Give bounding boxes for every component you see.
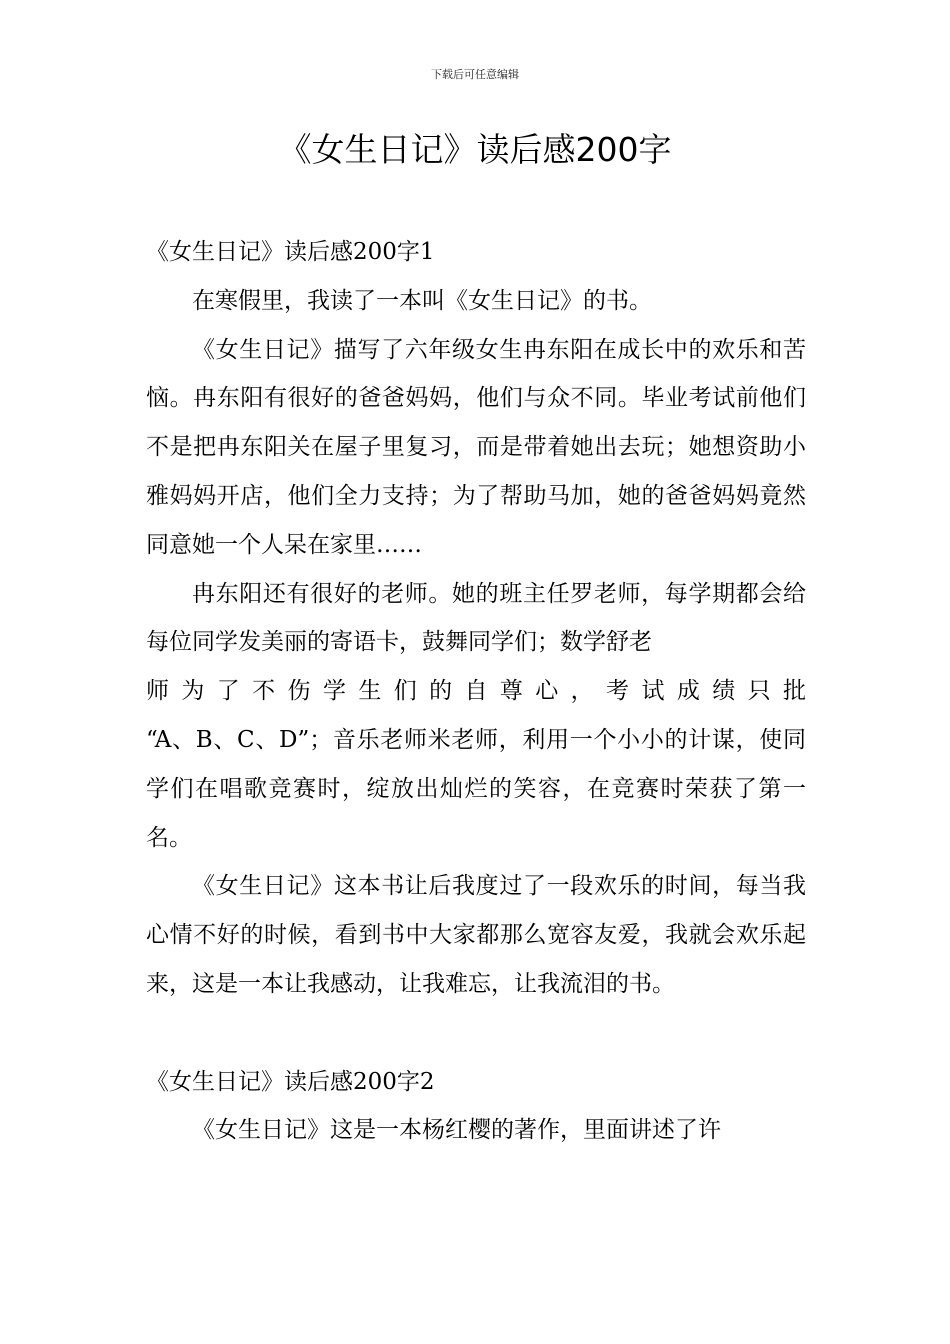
page-title: 《女生日记》读后感200字 xyxy=(278,130,672,169)
paragraph: 在寒假里，我读了一本叫《女生日记》的书。 xyxy=(192,287,652,314)
section-heading: 《女生日记》读后感200字1 xyxy=(146,239,435,265)
document-body xyxy=(146,228,806,1155)
header-note: 下载后可任意编辑 xyxy=(431,68,519,81)
paragraph: 《女生日记》这本书让后我度过了一段欢乐的时间，每当我心情不好的时候，看到书中大家都那么宽容友爱，我就会欢乐起来，这是一本让我感动，让我难忘，让我流泪的书。 xyxy=(146,873,806,997)
paragraph-continued: 师为了不伤学生们的自尊心，考试成绩只批 xyxy=(146,678,806,705)
paragraph-continued: “A、B、C、D”；音乐老师米老师，利用一个小小的计谋，使同学们在唱歌竞赛时，绽放出灿烂的笑容，在竞赛时荣获了第一名。 xyxy=(146,726,806,851)
section-1 xyxy=(146,228,806,1009)
paragraph: 《女生日记》这是一本杨红樱的著作，里面讲述了许 xyxy=(192,1117,721,1144)
section-2 xyxy=(146,1058,806,1156)
paragraph: 《女生日记》描写了六年级女生冉东阳在成长中的欢乐和苦恼。冉东阳有很好的爸爸妈妈，他们与众不同。毕业考试前他们不是把冉东阳关在屋子里复习，而是带着她出去玩；她想资助小雅妈妈开店，他们全力支持；为了帮助马加，她的爸爸妈妈竟然同意她一个人呆在家里…… xyxy=(146,336,806,558)
section-heading: 《女生日记》读后感200字2 xyxy=(146,1068,435,1095)
section-spacer xyxy=(146,1009,806,1058)
paragraph: 冉东阳还有很好的老师。她的班主任罗老师，每学期都会给每位同学发美丽的寄语卡，鼓舞同学们；数学舒老 xyxy=(146,580,806,656)
